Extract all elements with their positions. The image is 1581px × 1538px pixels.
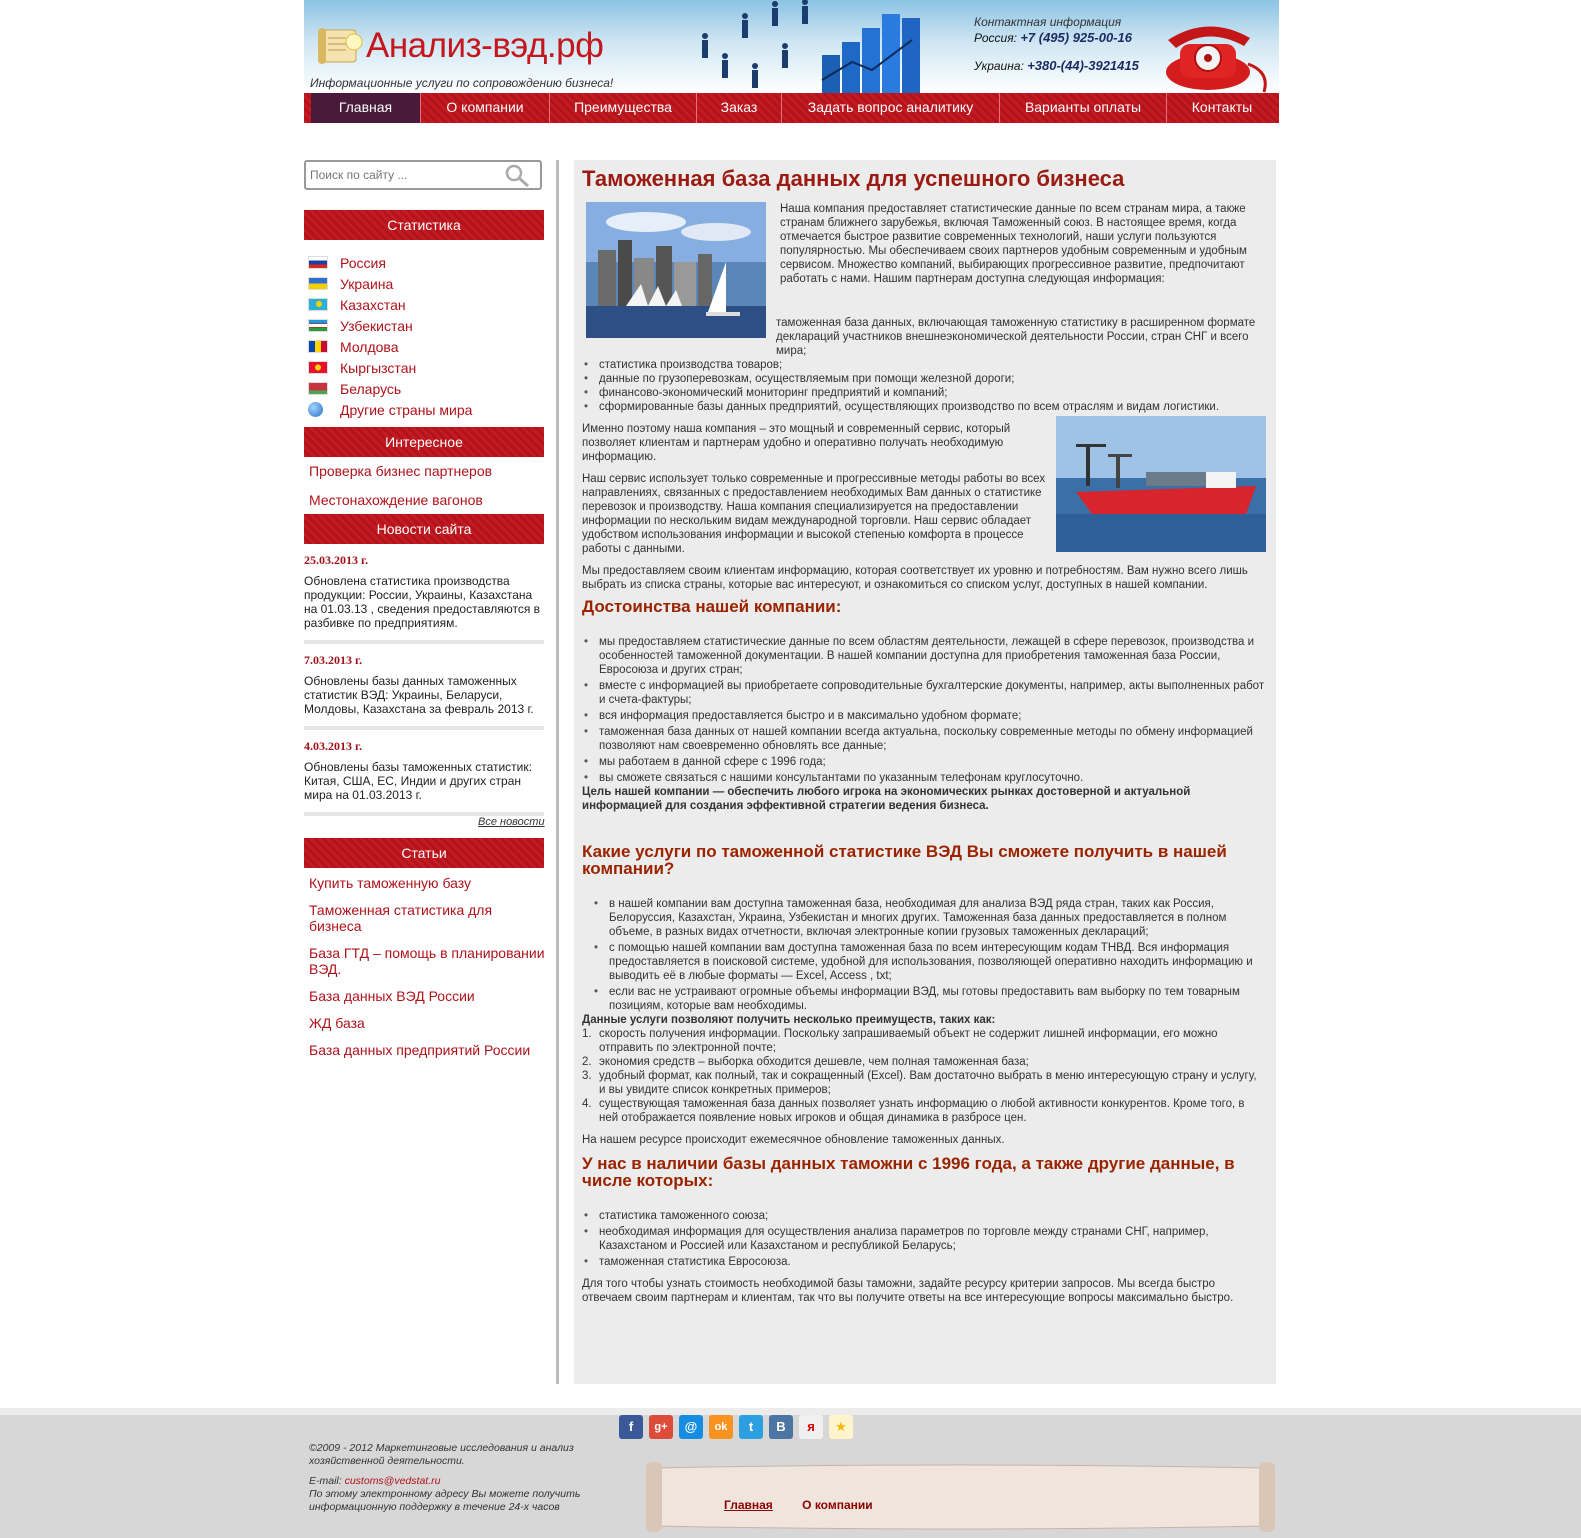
support-text: По этому электронному адресу Вы можете получить информационную поддержку в течение 24-х часов — [309, 1488, 581, 1513]
flag-kazakhstan-icon — [308, 298, 328, 311]
list-item: • если вас не устраивают огромные объемы информации ВЭД, мы готовы предоставить вам выборку по тем товарным позициям, которые вам необходимы. — [592, 985, 1266, 1013]
news-date: 4.03.2013 г. — [304, 739, 363, 753]
advantages-list — [582, 635, 1266, 785]
info-list — [582, 358, 1266, 414]
country-link-kyrgyzstan[interactable]: Кыргызстан — [340, 359, 417, 376]
article-link[interactable]: База данных предприятий России — [309, 1042, 531, 1058]
email-link[interactable]: customs@vedstat.ru — [344, 1475, 441, 1487]
list-item: существующая таможенная база данных позволяет узнать информацию о любой активности конкурентов. Кроме того, в ней отображается появление новых игроков и общая динамика в разбросе цен. — [599, 1098, 1245, 1124]
news-text: Обновлены базы данных таможенных статистик ВЭД: Украины, Беларуси, Молдовы, Казахстана за февраль 2013 г. — [304, 674, 534, 716]
list-item — [308, 315, 544, 336]
list-item: • необходимая информация для осуществления анализа параметров по торговле между странами СНГ, например, Казахстаном и Россией или Казахстаном и республикой Беларусь; — [582, 1225, 1266, 1253]
news-item — [304, 739, 544, 816]
site-header — [304, 0, 1279, 93]
ukraine-phone: +380-(44)-3921415 — [1027, 58, 1139, 73]
country-link-ukraine[interactable]: Украина — [340, 275, 394, 292]
article-link[interactable]: Купить таможенную базу — [309, 875, 472, 891]
russia-phone: +7 (495) 925-00-16 — [1020, 30, 1132, 45]
data-list — [582, 1209, 1266, 1269]
benefits-intro: Данные услуги позволяют получить несколько преимуществ, таких как: — [582, 1014, 996, 1026]
nav-about[interactable]: О компании — [421, 93, 550, 123]
interesting-list — [309, 464, 545, 520]
articles-heading: Статьи — [304, 838, 544, 868]
page-title: Таможенная база данных для успешного бизнеса — [582, 166, 1125, 191]
list-item — [308, 357, 544, 378]
moi-krug-icon[interactable]: я — [799, 1415, 823, 1439]
article-link[interactable]: База ГТД – помощь в планировании ВЭД. — [309, 945, 545, 977]
nav-order[interactable]: Заказ — [697, 93, 782, 123]
list-item: • мы предоставляем статистические данные по всем областям деятельности, лежащей в сфере перевозок, производства и особенностей таможенной документации. В нашей компании доступна для приобретения таможенная база России, Евросоюза и других стран; — [582, 635, 1266, 677]
nav-home[interactable]: Главная — [311, 93, 421, 123]
business-growth-illustration — [682, 0, 952, 93]
paragraph: Для того чтобы узнать стоимость необходимой базы таможни, задайте ресурсу критерии запросов. Мы всегда быстро отвечаем своим партнерам и клиентам, так что вы получите ответы на все интересующие вопросы максимально быстро. — [582, 1278, 1234, 1304]
goal-text: Цель нашей компании — обеспечить любого игрока на экономических рынках достоверной и актуальной информацией для создания эффективной стратегии ведения бизнеса. — [582, 786, 1191, 812]
list-item: экономия средств – выборка обходится дешевле, чем полная таможенная база; — [599, 1056, 1029, 1068]
paragraph: На нашем ресурсе происходит ежемесячное обновление таможенных данных. — [582, 1134, 1005, 1146]
link-check-partners[interactable]: Проверка бизнес партнеров — [309, 463, 493, 479]
list-item: • с помощью нашей компании вам доступна таможенная база по всем интересующим кодам ТНВД. Вся информация предоставляется в поисковой системе, удобной для использования, позволяющей оперативно находить информацию и выводить её в любые форматы — Excel, Access , txt; — [592, 941, 1266, 983]
news-item — [304, 653, 544, 730]
country-link-moldova[interactable]: Молдова — [340, 338, 399, 355]
news-heading: Новости сайта — [304, 514, 544, 544]
list-item — [309, 946, 545, 978]
list-item: • вместе с информацией вы приобретаете сопроводительные бухгалтерские документы, например, акты выполненных работ и счета-фактуры; — [582, 679, 1266, 707]
search-input[interactable] — [306, 162, 496, 188]
nav-contacts[interactable]: Контакты — [1191, 99, 1253, 115]
country-link-other[interactable]: Другие страны мира — [340, 401, 473, 418]
site-slogan: Информационные услуги по сопровождению бизнеса! — [310, 76, 614, 90]
stats-heading: Статистика — [304, 210, 544, 240]
list-item — [308, 252, 544, 273]
nav-advantages[interactable]: Преимущества — [550, 93, 697, 123]
telephone-icon — [1158, 14, 1278, 93]
site-logo[interactable]: Анализ-вэд.рф — [366, 26, 604, 65]
flag-belarus-icon — [308, 382, 328, 395]
news-date: 25.03.2013 г. — [304, 553, 369, 567]
facebook-icon[interactable]: f — [619, 1415, 643, 1439]
list-item — [308, 336, 544, 357]
divider — [304, 640, 544, 644]
flag-moldova-icon — [308, 340, 328, 353]
mail-ru-icon[interactable]: @ — [679, 1415, 703, 1439]
footer-scroll-decoration — [646, 1462, 1275, 1532]
list-item — [309, 464, 545, 480]
link-wagon-location[interactable]: Местонахождение вагонов — [309, 492, 483, 508]
country-list — [308, 252, 544, 420]
country-link-belarus[interactable]: Беларусь — [340, 380, 402, 397]
services-list — [592, 897, 1266, 1013]
list-item: • данные по грузоперевозкам, осуществляемым при помощи железной дороги; — [582, 372, 1266, 386]
bookmark-star-icon[interactable]: ★ — [829, 1415, 853, 1439]
list-item — [308, 294, 544, 315]
paragraph: Наш сервис использует только современные и прогрессивные методы работы во всех направлениях, связанных с предоставлением необходимых Вам данных о статистике перевозок и производству. Наша компания специализируется на предоставлении информации по нескольким видам международной торговли. Наш сервис обладает удобством использования информации и высокой степенью комфорта в процессе работы с данными. — [582, 473, 1046, 555]
news-text: Обновлена статистика производства продукции: России, Украины, Казахстана на 01.03.13 , сведения предоставляются в разбивке по предприятиям. — [304, 574, 541, 630]
list-item: • таможенная статистика Евросоюза. — [582, 1255, 1266, 1269]
news-text: Обновлены базы таможенных статистик: Китая, США, ЕС, Индии и других стран мира на 01.03.2013 г. — [304, 760, 532, 802]
nav-payment[interactable]: Варианты оплаты — [1000, 93, 1167, 123]
benefits-list — [582, 1027, 1266, 1125]
articles-list — [309, 876, 545, 1070]
paragraph: Именно поэтому наша компания – это мощный и современный сервис, который позволяет клиентам и партнерам удобно и оперативно получать необходимую информацию. — [582, 423, 1011, 463]
list-item: • вы сможете связаться с нашими консультантами по указанным телефонам круглосуточно. — [582, 771, 1266, 785]
all-news-link[interactable]: Все новости — [478, 816, 545, 828]
list-item: • статистика производства товаров; — [582, 358, 1266, 372]
section-heading: Достоинства нашей компании: — [582, 597, 842, 616]
footer-nav-about[interactable]: О компании — [802, 1498, 873, 1512]
paragraph: Мы предоставляем своим клиентам информацию, которая соответствует их уровню и потребностям. Вам нужно всего лишь выбрать из списка страны, которые вас интересуют, и ознакомиться со списком услуг, доступных в нашей компании. — [582, 565, 1248, 591]
contact-russia — [974, 30, 1132, 45]
twitter-icon[interactable]: t — [739, 1415, 763, 1439]
interesting-heading: Интересное — [304, 427, 544, 457]
section-heading: Какие услуги по таможенной статистике ВЭД Вы сможете получить в нашей компании? — [582, 842, 1227, 878]
copyright: ©2009 - 2012 Маркетинговые исследования и анализ хозяйственной деятельности. — [309, 1442, 574, 1467]
list-item: удобный формат, как полный, так и сокращенный (Excel). Вам достаточно выбрать в меню интересующую страну и услугу, и вы увидите список конкретных примеров; — [599, 1070, 1257, 1096]
list-item — [308, 378, 544, 399]
news-item — [304, 553, 544, 644]
list-item: • мы работаем в данной сфере с 1996 года; — [582, 755, 1266, 769]
footer-strip — [0, 1408, 1581, 1415]
logo-scroll-icon — [314, 24, 366, 68]
list-item: • таможенная база данных от нашей компании всегда актуальна, поскольку современные методы по обмену информацией позволяют нам своевременно обновлять все данные; — [582, 725, 1266, 753]
list-item — [309, 903, 545, 935]
footer-navigation — [724, 1498, 899, 1512]
list-item — [308, 273, 544, 294]
flag-russia-icon — [308, 256, 328, 269]
list-item — [309, 1043, 545, 1059]
article-link[interactable]: База данных ВЭД России — [309, 988, 475, 1004]
divider — [304, 726, 544, 730]
intro-text: Наша компания предоставляет статистические данные по всем странам мира, а также странам ближнего зарубежья, включая Таможенный союз. В настоящее время, когда отмечается быстрое развитие современных технологий, наши услуги пользуются популярностью. Мы обеспечиваем своих партнеров удобным современным и удобным сервисом. Множество компаний, выбирающих прогрессивное развитие, предпочитают работать с нами. Нашим партнерам доступна следующая информация: — [780, 203, 1247, 285]
cargo-ship-photo — [1056, 416, 1266, 552]
list-item — [309, 876, 545, 892]
country-link-russia[interactable]: Россия — [340, 254, 386, 271]
footer-contact — [309, 1475, 609, 1514]
list-item — [309, 1016, 545, 1032]
list-item — [309, 989, 545, 1005]
flag-kyrgyzstan-icon — [308, 361, 328, 374]
list-item — [309, 493, 545, 509]
russia-label: Россия: — [974, 31, 1017, 45]
intro-item: таможенная база данных, включающая таможенную статистику в расширенном формате деклараций участников внешнеэкономической деятельности России, стран СНГ и всего мира; — [776, 317, 1256, 357]
country-link-kazakhstan[interactable]: Казахстан — [340, 296, 406, 313]
contact-title: Контактная информация — [974, 15, 1122, 29]
footer-nav-home[interactable]: Главная — [724, 1498, 773, 1512]
nav-ask-analyst[interactable]: Задать вопрос аналитику — [782, 93, 1000, 123]
globe-icon — [308, 402, 323, 417]
column-divider — [556, 160, 559, 1384]
search-box — [304, 160, 542, 190]
main-content — [574, 160, 1276, 1384]
google-plus-icon[interactable]: g+ — [649, 1415, 673, 1439]
city-photo — [586, 202, 766, 338]
list-item — [308, 399, 544, 420]
news-date: 7.03.2013 г. — [304, 653, 363, 667]
list-item: скорость получения информации. Поскольку запрашиваемый объект не содержит лишней информации, его можно отправить по электронной почте; — [599, 1028, 1218, 1054]
email-label: E-mail: — [309, 1475, 342, 1487]
list-item: • сформированные базы данных предприятий, осуществляющих производство по всем отраслям и видам логистики. — [582, 400, 1266, 414]
main-navigation — [304, 93, 1279, 123]
social-share-bar — [619, 1415, 853, 1439]
list-item: • статистика таможенного союза; — [582, 1209, 1266, 1223]
flag-uzbekistan-icon — [308, 319, 328, 332]
article-link[interactable]: Таможенная статистика для бизнеса — [309, 902, 493, 934]
ukraine-label: Украина: — [974, 59, 1024, 73]
flag-ukraine-icon — [308, 277, 328, 290]
article-link[interactable]: ЖД база — [309, 1015, 365, 1031]
contact-ukraine — [974, 58, 1139, 73]
search-icon[interactable] — [504, 164, 530, 188]
odnoklassniki-icon[interactable]: ok — [709, 1415, 733, 1439]
section-heading: У нас в наличии базы данных таможни с 1996 года, а также другие данные, в числе которых: — [582, 1154, 1235, 1190]
vkontakte-icon[interactable]: B — [769, 1415, 793, 1439]
list-item: • финансово-экономический мониторинг предприятий и компаний; — [582, 386, 1266, 400]
country-link-uzbekistan[interactable]: Узбекистан — [340, 317, 413, 334]
list-item: • вся информация предоставляется быстро и в максимально удобном формате; — [582, 709, 1266, 723]
list-item: • в нашей компании вам доступна таможенная база, необходимая для анализа ВЭД ряда стран, таких как Россия, Белоруссия, Казахстан, Украина, Узбекистан и многих других. Таможенная база данных предоставляется в полном объеме, в разных видах отчетности, включая электронные копии грузовых таможенных деклараций; — [592, 897, 1266, 939]
